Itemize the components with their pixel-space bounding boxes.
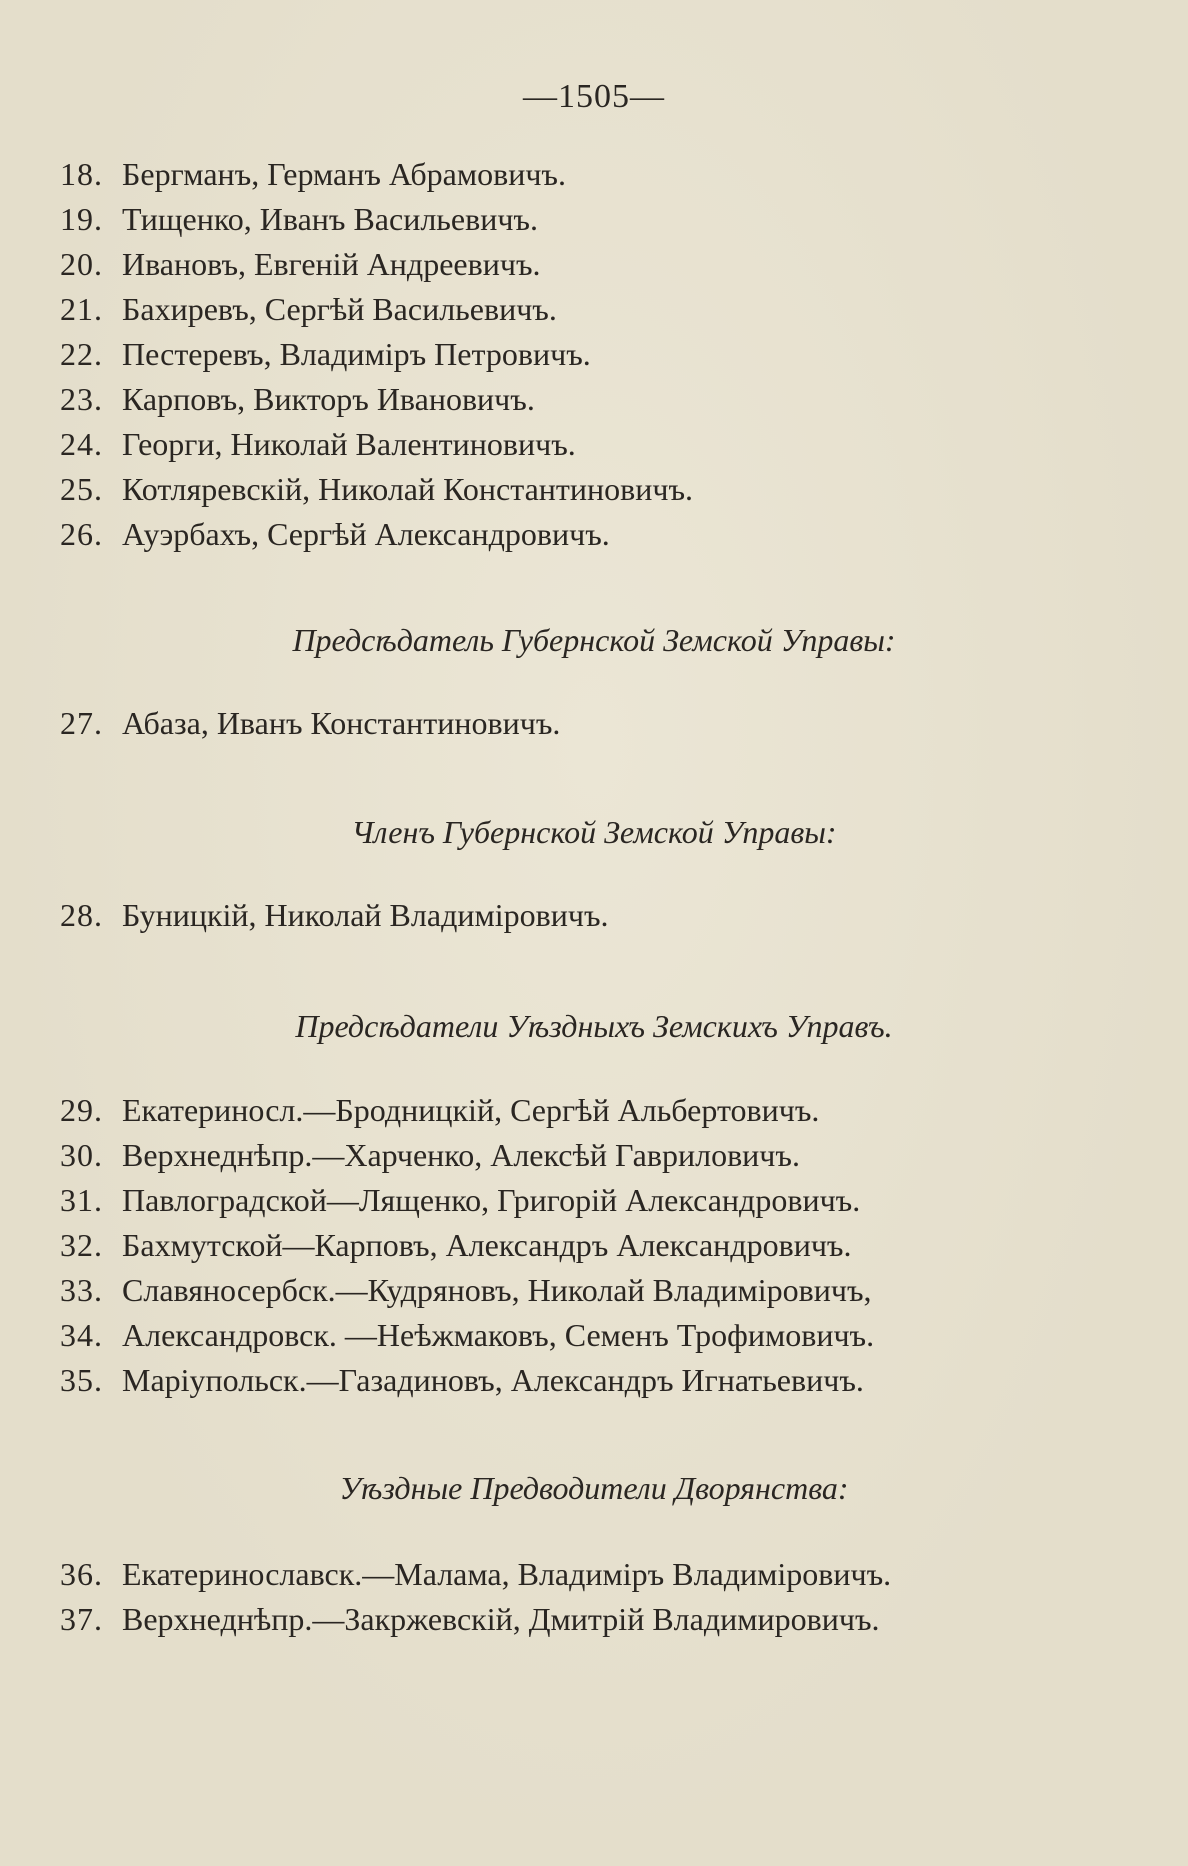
list-item xyxy=(60,1558,891,1590)
entry-text: Александровск. —Неѣжмаковъ, Семенъ Трофимовичъ. xyxy=(122,1317,875,1353)
list-item xyxy=(60,293,557,325)
entry-text: Славяносербск.—Кудряновъ, Николай Владиміровичъ, xyxy=(122,1272,872,1308)
entry-number: 18. xyxy=(60,156,103,192)
entry-number: 29. xyxy=(60,1092,103,1128)
section-heading: Членъ Губернской Земской Управы: xyxy=(351,814,837,850)
entry-text: Ауэрбахъ, Сергѣй Александровичъ. xyxy=(122,516,610,552)
entry-text: Георги, Николай Валентиновичъ. xyxy=(122,426,576,462)
list-item xyxy=(60,518,610,550)
entry-number: 21. xyxy=(60,291,103,327)
entry-number: 32. xyxy=(60,1227,103,1263)
list-item xyxy=(60,1319,874,1351)
entry-number: 30. xyxy=(60,1137,103,1173)
entry-text: Екатеринославск.—Малама, Владиміръ Владиміровичъ. xyxy=(122,1556,892,1592)
list-item xyxy=(60,383,535,415)
entry-text: Верхнеднѣпр.—Закржевскій, Дмитрій Владимировичъ. xyxy=(122,1601,880,1637)
entry-number: 37. xyxy=(60,1601,103,1637)
entry-text: Маріупольск.—Газадиновъ, Александръ Игнатьевичъ. xyxy=(122,1362,864,1398)
entry-number: 35. xyxy=(60,1362,103,1398)
list-item xyxy=(60,1229,851,1261)
entry-number: 19. xyxy=(60,201,103,237)
entry-number: 36. xyxy=(60,1556,103,1592)
list-item xyxy=(60,707,560,739)
section-heading: Уѣздные Предводители Дворянства: xyxy=(339,1470,849,1506)
entry-number: 33. xyxy=(60,1272,103,1308)
entry-number: 23. xyxy=(60,381,103,417)
entry-number: 20. xyxy=(60,246,103,282)
entry-text: Пестеревъ, Владиміръ Петровичъ. xyxy=(122,336,591,372)
entry-number: 24. xyxy=(60,426,103,462)
entry-text: Карповъ, Викторъ Ивановичъ. xyxy=(122,381,535,417)
list-item xyxy=(60,473,693,505)
entry-text: Абаза, Иванъ Константиновичъ. xyxy=(122,705,561,741)
list-item xyxy=(60,338,591,370)
list-item xyxy=(60,1139,800,1171)
list-item xyxy=(60,899,608,931)
list-item xyxy=(60,1274,872,1306)
entry-text: Павлоградской—Лященко, Григорій Александровичъ. xyxy=(122,1182,861,1218)
page-number: —1505— xyxy=(523,78,665,115)
list-item xyxy=(60,1184,860,1216)
entry-text: Буницкій, Николай Владиміровичъ. xyxy=(122,897,609,933)
list-item xyxy=(60,203,538,235)
entry-text: Тищенко, Иванъ Васильевичъ. xyxy=(122,201,538,237)
entry-text: Котляревскій, Николай Константиновичъ. xyxy=(122,471,694,507)
entry-number: 26. xyxy=(60,516,103,552)
entry-number: 34. xyxy=(60,1317,103,1353)
entry-text: Екатериносл.—Бродницкій, Сергѣй Альбертовичъ. xyxy=(122,1092,820,1128)
list-item xyxy=(60,1094,819,1126)
list-item xyxy=(60,248,540,280)
list-item xyxy=(60,428,576,460)
list-item xyxy=(60,1364,864,1396)
entry-text: Бергманъ, Германъ Абрамовичъ. xyxy=(122,156,566,192)
entry-text: Ивановъ, Евгеній Андреевичъ. xyxy=(122,246,541,282)
entry-number: 28. xyxy=(60,897,103,933)
entry-number: 25. xyxy=(60,471,103,507)
section-heading: Предсѣдатели Уѣздныхъ Земскихъ Управъ. xyxy=(295,1008,893,1044)
entry-text: Бахиревъ, Сергѣй Васильевичъ. xyxy=(122,291,557,327)
entry-number: 22. xyxy=(60,336,103,372)
entry-number: 31. xyxy=(60,1182,103,1218)
entry-text: Верхнеднѣпр.—Харченко, Алексѣй Гавриловичъ. xyxy=(122,1137,800,1173)
entry-text: Бахмутской—Карповъ, Александръ Александровичъ. xyxy=(122,1227,852,1263)
entry-number: 27. xyxy=(60,705,103,741)
list-item xyxy=(60,158,566,190)
list-item xyxy=(60,1603,879,1635)
section-heading: Предсѣдатель Губернской Земской Управы: xyxy=(292,622,896,658)
